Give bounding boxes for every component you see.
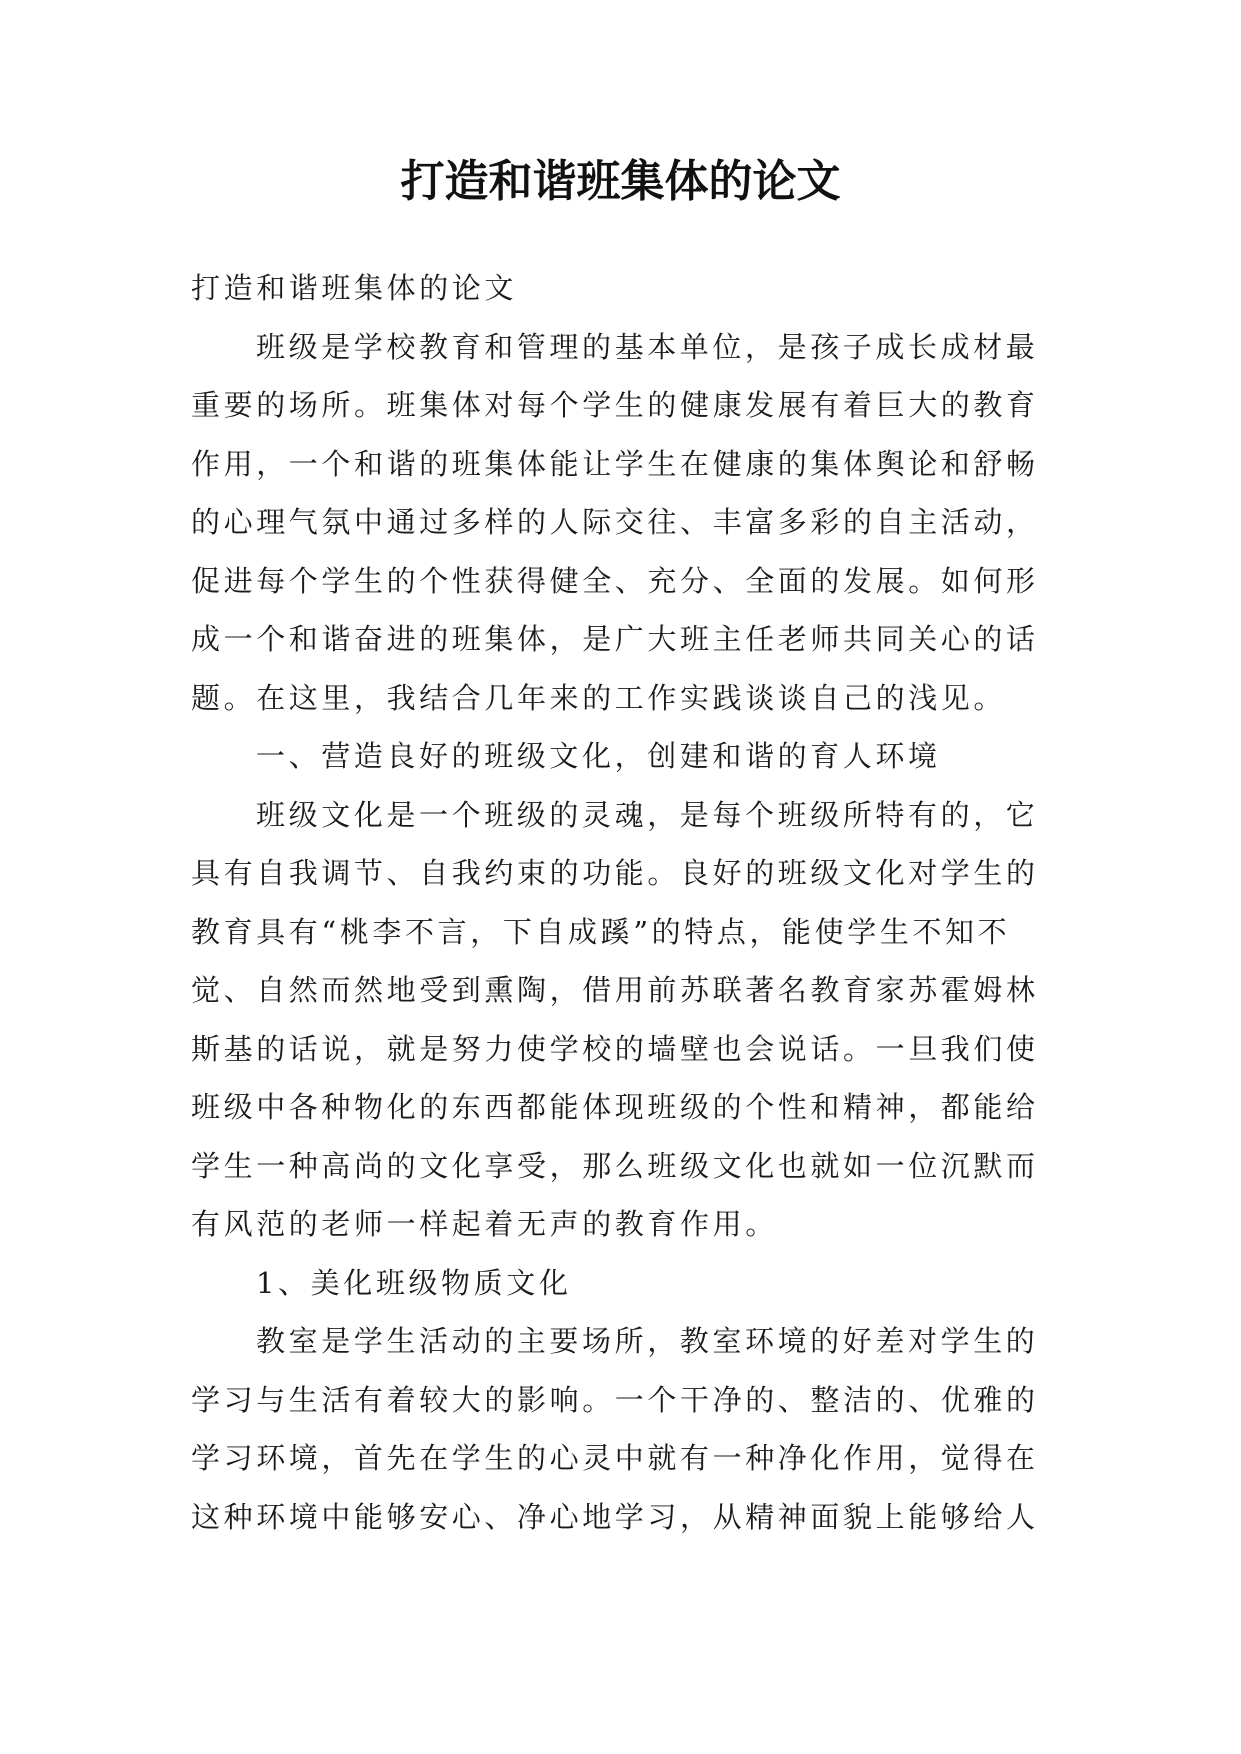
paragraph-line: 斯基的话说，就是努力使学校的墙壁也会说话。一旦我们使 xyxy=(191,1031,1039,1066)
paragraph-line: 觉、自然而然地受到熏陶，借用前苏联著名教育家苏霍姆林 xyxy=(191,973,1039,1007)
paragraph-line: 作用，一个和谐的班集体能让学生在健康的集体舆论和舒畅 xyxy=(191,446,1039,481)
paragraph-line: 学习环境，首先在学生的心灵中就有一种净化作用，觉得在 xyxy=(191,1441,1039,1475)
paragraph-line: 班级文化是一个班级的灵魂，是每个班级所特有的，它 xyxy=(256,797,1039,832)
paragraph-line: 题。在这里，我结合几年来的工作实践谈谈自己的浅见。 xyxy=(191,680,1007,715)
paragraph-line: 班级是学校教育和管理的基本单位，是孩子成长成材最 xyxy=(256,329,1039,364)
paragraph-line: 班级中各种物化的东西都能体现班级的个性和精神，都能给 xyxy=(191,1090,1039,1124)
paragraph-line: 教育具有“桃李不言，下自成蹊”的特点，能使学生不知不 xyxy=(191,914,1011,949)
paragraph-line: 学习与生活有着较大的影响。一个干净的、整洁的、优雅的 xyxy=(191,1382,1039,1417)
section-heading: 一、营造良好的班级文化，创建和谐的育人环境 xyxy=(256,739,941,773)
subtitle-line: 打造和谐班集体的论文 xyxy=(191,271,518,305)
document-title: 打造和谐班集体的论文 xyxy=(400,156,841,207)
paragraph-line: 的心理气氛中通过多样的人际交往、丰富多彩的自主活动， xyxy=(191,505,1039,539)
document-body xyxy=(191,259,1061,1546)
paragraph-line: 成一个和谐奋进的班集体，是广大班主任老师共同关心的话 xyxy=(191,622,1039,656)
paragraph-line: 教室是学生活动的主要场所，教室环境的好差对学生的 xyxy=(256,1324,1039,1358)
paragraph-line: 有风范的老师一样起着无声的教育作用。 xyxy=(191,1207,778,1241)
paragraph-line: 具有自我调节、自我约束的功能。良好的班级文化对学生的 xyxy=(191,856,1039,890)
paragraph-line: 学生一种高尚的文化享受，那么班级文化也就如一位沉默而 xyxy=(191,1148,1039,1183)
paragraph-line: 这种环境中能够安心、净心地学习，从精神面貌上能够给人 xyxy=(191,1499,1039,1534)
paragraph-line: 促进每个学生的个性获得健全、充分、全面的发展。如何形 xyxy=(191,563,1039,598)
subsection-heading: 1、美化班级物质文化 xyxy=(256,1265,572,1300)
paragraph-line: 重要的场所。班集体对每个学生的健康发展有着巨大的教育 xyxy=(191,388,1039,422)
